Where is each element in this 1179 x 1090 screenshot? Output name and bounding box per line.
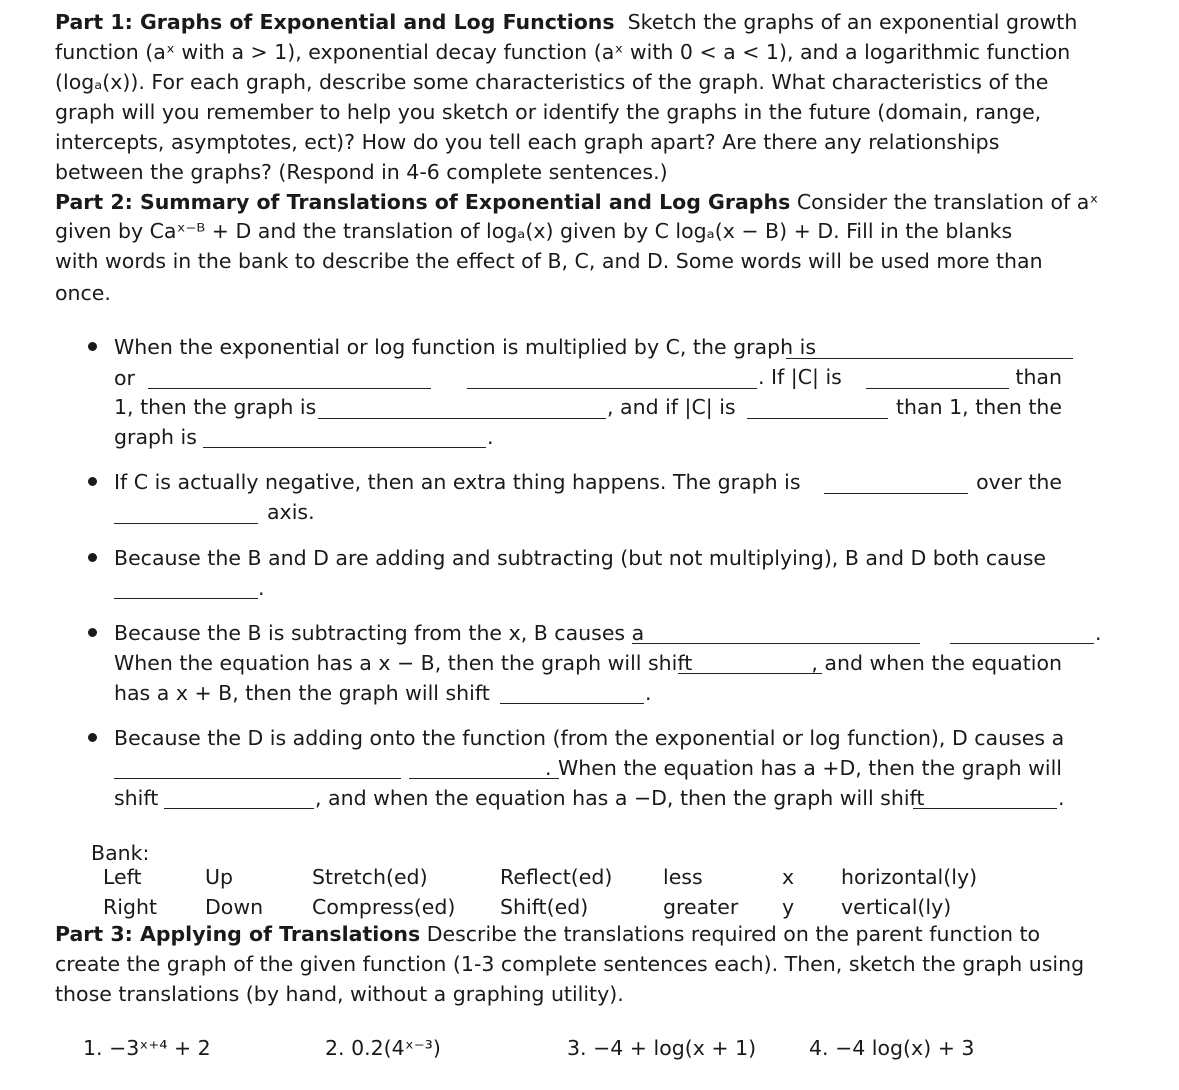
- bullet-icon: [88, 342, 97, 351]
- bullet-text: axis.: [267, 500, 315, 524]
- bank-word: Shift(ed): [500, 895, 589, 919]
- part1-text-line: Sketch the graphs of an exponential growth: [627, 10, 1078, 34]
- bank-word: Up: [205, 865, 234, 889]
- bank-word: Stretch(ed): [312, 865, 428, 889]
- bullet-text: . If |C| is: [758, 365, 842, 389]
- problem-item: 4. −4 log(x) + 3: [809, 1036, 975, 1060]
- answer-blank[interactable]: [678, 673, 822, 674]
- answer-blank[interactable]: [114, 778, 401, 779]
- answer-blank[interactable]: [824, 493, 968, 494]
- part2-text-line: with words in the bank to describe the effect of B, C, and D. Some words will be used more than: [55, 249, 1043, 273]
- part2-text-line: Consider the translation of aˣ: [796, 190, 1099, 214]
- bullet-text: If C is actually negative, then an extra thing happens. The graph is: [114, 470, 801, 494]
- bullet-text: , and when the equation: [811, 651, 1062, 675]
- bullet-text: . When the equation has a +D, then the graph will: [544, 756, 1062, 780]
- part1-heading: Part 1: Graphs of Exponential and Log Functions: [55, 10, 615, 34]
- bank-word: horizontal(ly): [841, 865, 978, 889]
- answer-blank[interactable]: [114, 598, 258, 599]
- bullet-text: .: [258, 576, 265, 600]
- bullet-text: , and when the equation has a −D, then the graph will shift: [315, 786, 925, 810]
- bullet-text: over the: [976, 470, 1062, 494]
- answer-blank[interactable]: [500, 703, 644, 704]
- bullet-text: Because the D is adding onto the function (from the exponential or log function), D causes a: [114, 726, 1065, 750]
- answer-blank[interactable]: [786, 358, 1073, 359]
- part3-text-line: Describe the translations required on the parent function to: [426, 922, 1041, 946]
- bullet-text: .: [487, 425, 494, 449]
- problem-item: 3. −4 + log(x + 1): [567, 1036, 757, 1060]
- bank-word: y: [782, 895, 795, 919]
- bullet-text: .: [1058, 786, 1065, 810]
- bullet-text: has a x + B, then the graph will shift: [114, 681, 490, 705]
- bullet-text: Because the B is subtracting from the x, B causes a: [114, 621, 645, 645]
- problem-item: 1. −3ˣ⁺⁴ + 2: [83, 1036, 211, 1060]
- part1-text-line: graph will you remember to help you sketch or identify the graphs in the future (domain, range,: [55, 100, 1042, 124]
- bank-word: Right: [103, 895, 157, 919]
- answer-blank[interactable]: [747, 418, 888, 419]
- answer-blank[interactable]: [114, 523, 258, 524]
- bullet-text: When the equation has a x − B, then the graph will shift: [114, 651, 693, 675]
- bullet-icon: [88, 733, 97, 742]
- bullet-text: or: [114, 366, 135, 390]
- bullet-text: 1, then the graph is: [114, 395, 317, 419]
- bank-word: Down: [205, 895, 264, 919]
- part2-heading: Part 2: Summary of Translations of Exponential and Log Graphs: [55, 190, 791, 214]
- bullet-text: Because the B and D are adding and subtracting (but not multiplying), B and D both cause: [114, 546, 1047, 570]
- bullet-icon: [88, 628, 97, 637]
- part2-text-line: given by Caˣ⁻ᴮ + D and the translation of logₐ(x) given by C logₐ(x − B) + D. Fill in the blanks: [55, 219, 1013, 243]
- bank-word: Reflect(ed): [500, 865, 613, 889]
- answer-blank[interactable]: [950, 643, 1094, 644]
- answer-blank[interactable]: [866, 388, 1009, 389]
- part2-text-line: once.: [55, 281, 111, 305]
- part3-text-line: create the graph of the given function (1-3 complete sentences each). Then, sketch the graph using: [55, 952, 1085, 976]
- part3-heading: Part 3: Applying of Translations: [55, 922, 421, 946]
- bank-word: Left: [103, 865, 142, 889]
- part1-text-line: between the graphs? (Respond in 4-6 complete sentences.): [55, 160, 668, 184]
- answer-blank[interactable]: [148, 388, 431, 389]
- answer-blank[interactable]: [913, 808, 1057, 809]
- bullet-icon: [88, 477, 97, 486]
- bank-word: less: [663, 865, 703, 889]
- bullet-text: When the exponential or log function is multiplied by C, the graph is: [114, 335, 816, 359]
- answer-blank[interactable]: [467, 388, 757, 389]
- part1-text-line: (logₐ(x)). For each graph, describe some characteristics of the graph. What characteristics of the: [55, 70, 1049, 94]
- bank-word: Compress(ed): [312, 895, 456, 919]
- bullet-text: than: [1015, 365, 1062, 389]
- answer-blank[interactable]: [632, 643, 920, 644]
- bullet-text: .: [645, 681, 652, 705]
- bank-label: Bank:: [91, 841, 150, 865]
- bank-word: vertical(ly): [841, 895, 952, 919]
- answer-blank[interactable]: [203, 447, 486, 448]
- bullet-text: graph is: [114, 425, 197, 449]
- answer-blank[interactable]: [318, 418, 606, 419]
- bullet-text: than 1, then the: [896, 395, 1062, 419]
- answer-blank[interactable]: [164, 808, 314, 809]
- part1-text-line: intercepts, asymptotes, ect)? How do you tell each graph apart? Are there any relationships: [55, 130, 1000, 154]
- bank-word: x: [782, 865, 795, 889]
- bullet-text: shift: [114, 786, 159, 810]
- answer-blank[interactable]: [409, 778, 559, 779]
- part1-text-line: function (aˣ with a > 1), exponential decay function (aˣ with 0 < a < 1), and a logarithmic function: [55, 40, 1071, 64]
- bank-word: greater: [663, 895, 739, 919]
- problem-item: 2. 0.2(4ˣ⁻³): [325, 1036, 441, 1060]
- bullet-text: , and if |C| is: [607, 395, 736, 419]
- part3-text-line: those translations (by hand, without a graphing utility).: [55, 982, 624, 1006]
- bullet-icon: [88, 553, 97, 562]
